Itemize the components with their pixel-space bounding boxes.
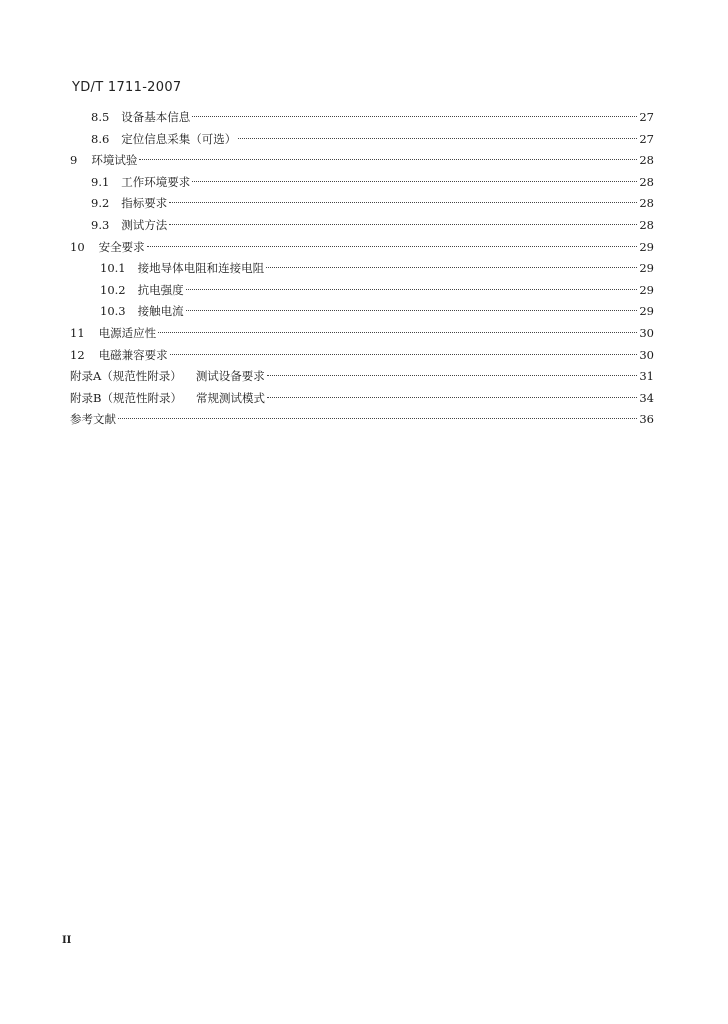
toc-entry[interactable] [70,323,654,345]
toc-entry-title: 定位信息采集（可选） [121,131,237,146]
page-number: II [62,935,72,946]
toc-entry[interactable] [70,129,654,151]
toc-entry-number: 10 [70,239,85,254]
toc-entry-title: 测试设备要求 [195,369,265,384]
toc-entry-page: 29 [639,239,654,254]
toc-entry-number: 8.5 [91,110,110,124]
document-code-header: YD/T 1711-2007 [72,80,182,95]
toc-entry-number: 8.6 [91,131,110,146]
toc-dot-leader [158,332,637,333]
toc-entry[interactable] [70,193,654,215]
toc-entry-number: 11 [70,325,85,340]
toc-entry-title: 参考文献 [70,412,116,427]
toc-dot-leader [192,181,637,182]
toc-entry[interactable] [70,388,654,410]
toc-entry-number: 9.3 [91,217,110,232]
toc-entry[interactable] [70,345,654,367]
toc-entry-title: 电磁兼容要求 [98,347,168,362]
toc-entry[interactable] [70,258,654,280]
toc-entry[interactable] [70,280,654,302]
toc-entry-title: 接地导体电阻和连接电阻 [137,261,265,276]
toc-entry-page: 34 [639,390,654,405]
toc-entry-title: 常规测试模式 [195,390,265,405]
toc-entry-page: 31 [639,369,654,384]
toc-entry-page: 30 [639,347,654,362]
toc-dot-leader [192,116,637,117]
toc-entry-number: 附录B（规范性附录） [70,390,182,405]
toc-entry-page: 27 [639,131,654,146]
toc-dot-leader [186,310,638,311]
toc-dot-leader [147,246,638,247]
toc-dot-leader [169,224,637,225]
toc-entry-title: 接触电流 [137,304,184,319]
toc-entry-title: 工作环境要求 [121,174,191,189]
toc-entry-title: 测试方法 [121,217,168,232]
toc-entry[interactable] [70,237,654,259]
toc-entry[interactable] [70,409,654,431]
toc-entry[interactable] [70,150,654,172]
toc-entry-page: 36 [639,412,654,427]
toc-entry-number: 附录A（规范性附录） [70,369,182,384]
toc-entry-page: 28 [639,153,654,168]
toc-entry-number: 9.1 [91,174,110,189]
toc-entry-page: 28 [639,196,654,211]
toc-entry[interactable] [70,172,654,194]
toc-entry-page: 27 [639,110,654,124]
toc-entry-title: 安全要求 [98,239,145,254]
toc-entry[interactable] [70,107,654,129]
toc-entry-title: 电源适应性 [98,325,157,340]
toc-entry-number: 9.2 [91,196,110,211]
toc-dot-leader [266,267,637,268]
toc-dot-leader [169,202,637,203]
toc-dot-leader [139,159,637,160]
toc-entry-page: 29 [639,282,654,297]
toc-dot-leader [170,354,638,355]
toc-entry-title: 环境试验 [91,153,138,168]
toc-dot-leader [186,289,638,290]
toc-entry-number: 10.3 [100,304,126,319]
toc-entry-page: 29 [639,261,654,276]
toc-entry-number: 12 [70,347,85,362]
toc-entry-title: 指标要求 [121,196,168,211]
toc-entry-number: 9 [70,153,78,168]
toc-entry-page: 29 [639,304,654,319]
toc-dot-leader [267,397,637,398]
toc-dot-leader [118,418,637,419]
toc-dot-leader [238,138,637,139]
toc-entry[interactable] [70,366,654,388]
toc-entry-title: 抗电强度 [137,282,184,297]
toc-entry[interactable] [70,301,654,323]
toc-entry-page: 28 [639,217,654,232]
toc-entry-title: 设备基本信息 [121,110,191,124]
table-of-contents [70,107,654,431]
toc-entry-page: 30 [639,325,654,340]
toc-entry-number: 10.1 [100,261,126,276]
toc-dot-leader [267,375,638,376]
toc-entry-number: 10.2 [100,282,126,297]
toc-entry[interactable] [70,215,654,237]
toc-entry-page: 28 [639,174,654,189]
